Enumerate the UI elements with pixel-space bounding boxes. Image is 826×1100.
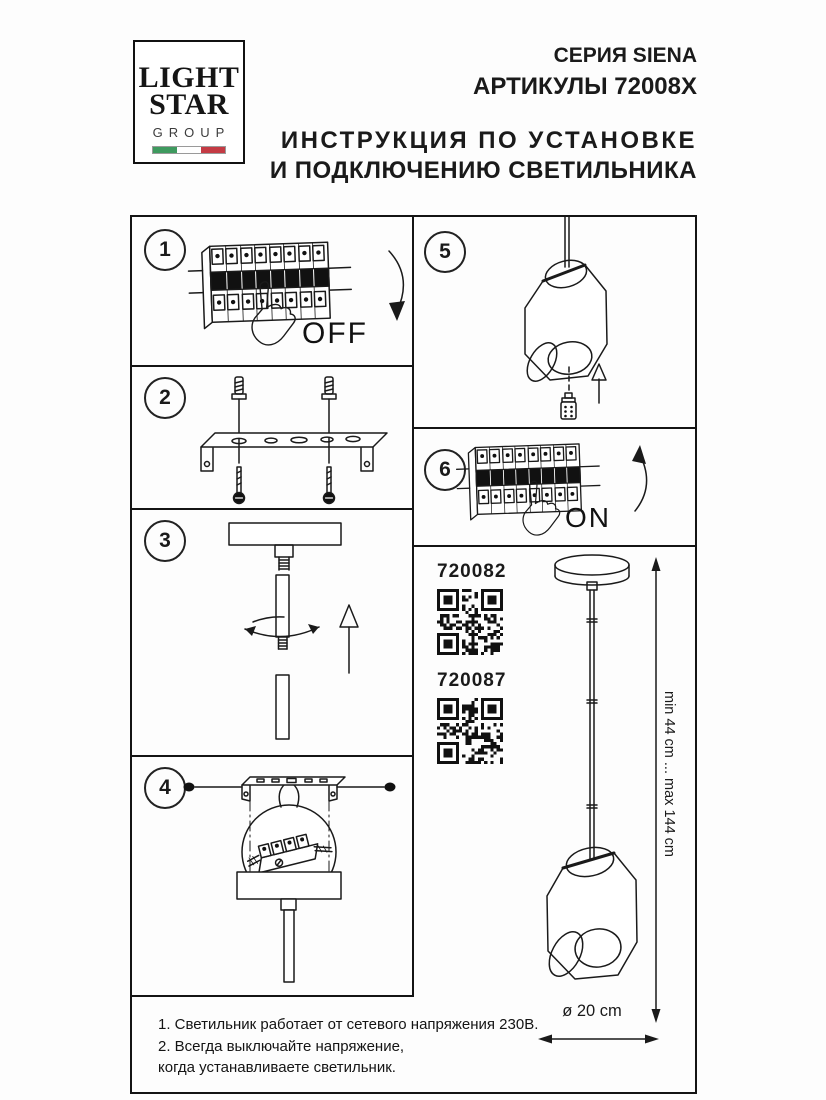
step-number: 3 [159, 529, 171, 552]
wiring-diagram [157, 765, 422, 993]
lightstar-logo [133, 40, 245, 164]
safety-notes [158, 1014, 588, 1079]
series-title: СЕРИЯ SIENA [553, 44, 697, 67]
dowel-icon [232, 377, 246, 439]
rod-assembly-diagram [167, 517, 417, 753]
note-line-2: 2. Всегда выключайте напряжение, [158, 1037, 405, 1055]
step-number: 4 [159, 776, 171, 799]
shade-bulb-diagram [487, 217, 652, 429]
divider [132, 755, 414, 757]
off-label: OFF [302, 317, 368, 350]
logo-star: STAR [149, 88, 229, 121]
diagram-grid [130, 215, 697, 1094]
rotation-arrowhead [245, 626, 256, 636]
instruction-title-line2: И ПОДКЛЮЧЕНИЮ СВЕТИЛЬНИКА [269, 157, 697, 184]
header-titles [270, 44, 697, 185]
flag-red [201, 147, 225, 153]
side-screw-head [385, 783, 396, 792]
divider [132, 995, 414, 997]
article-number-720087: 720087 [437, 670, 507, 691]
screw-icon [234, 467, 245, 504]
italian-flag-icon [152, 146, 226, 154]
step-number: 5 [439, 240, 451, 263]
articles-title: АРТИКУЛЫ 72008X [473, 73, 697, 100]
logo-light: LIGHT [138, 61, 240, 94]
rotation-arrowhead [308, 624, 319, 634]
step-number: 2 [159, 386, 171, 409]
article-number-720082: 720082 [437, 561, 507, 582]
step-number: 1 [159, 238, 171, 261]
logo-group: GROUP [152, 125, 231, 140]
bracket-mounting-diagram [167, 375, 417, 507]
pendant-dimensions-diagram [517, 552, 667, 1057]
breaker-strip-icon [188, 241, 353, 329]
step-number: 6 [439, 458, 451, 481]
note-line-3: когда устанавливаете светильник. [158, 1059, 396, 1076]
screw-icon [324, 467, 335, 504]
arrowhead [632, 445, 646, 464]
dowel-icon [322, 377, 336, 439]
qr-code-720082 [437, 589, 503, 655]
diameter-label: ø 20 cm [562, 1002, 622, 1020]
up-arrow [340, 605, 358, 627]
arrowhead [389, 301, 405, 321]
flag-white [177, 147, 201, 153]
dim-arrowhead [652, 1009, 661, 1023]
instruction-title-line1: ИНСТРУКЦИЯ ПО УСТАНОВКЕ [280, 127, 697, 154]
dim-arrowhead [652, 557, 661, 571]
note-line-1: 1. Светильник работает от сетевого напряжения 230В. [158, 1016, 539, 1033]
side-screw-head [184, 783, 195, 792]
step-5-badge [424, 231, 466, 273]
dim-arrowhead [645, 1035, 659, 1044]
breaker-on-diagram [430, 437, 667, 543]
divider [412, 545, 695, 547]
height-range-label: min 44 cm ... max 144 cm [661, 691, 677, 857]
qr-code-720087 [437, 698, 503, 764]
divider [132, 508, 414, 510]
flag-green [153, 147, 177, 153]
on-label: ON [565, 502, 611, 533]
